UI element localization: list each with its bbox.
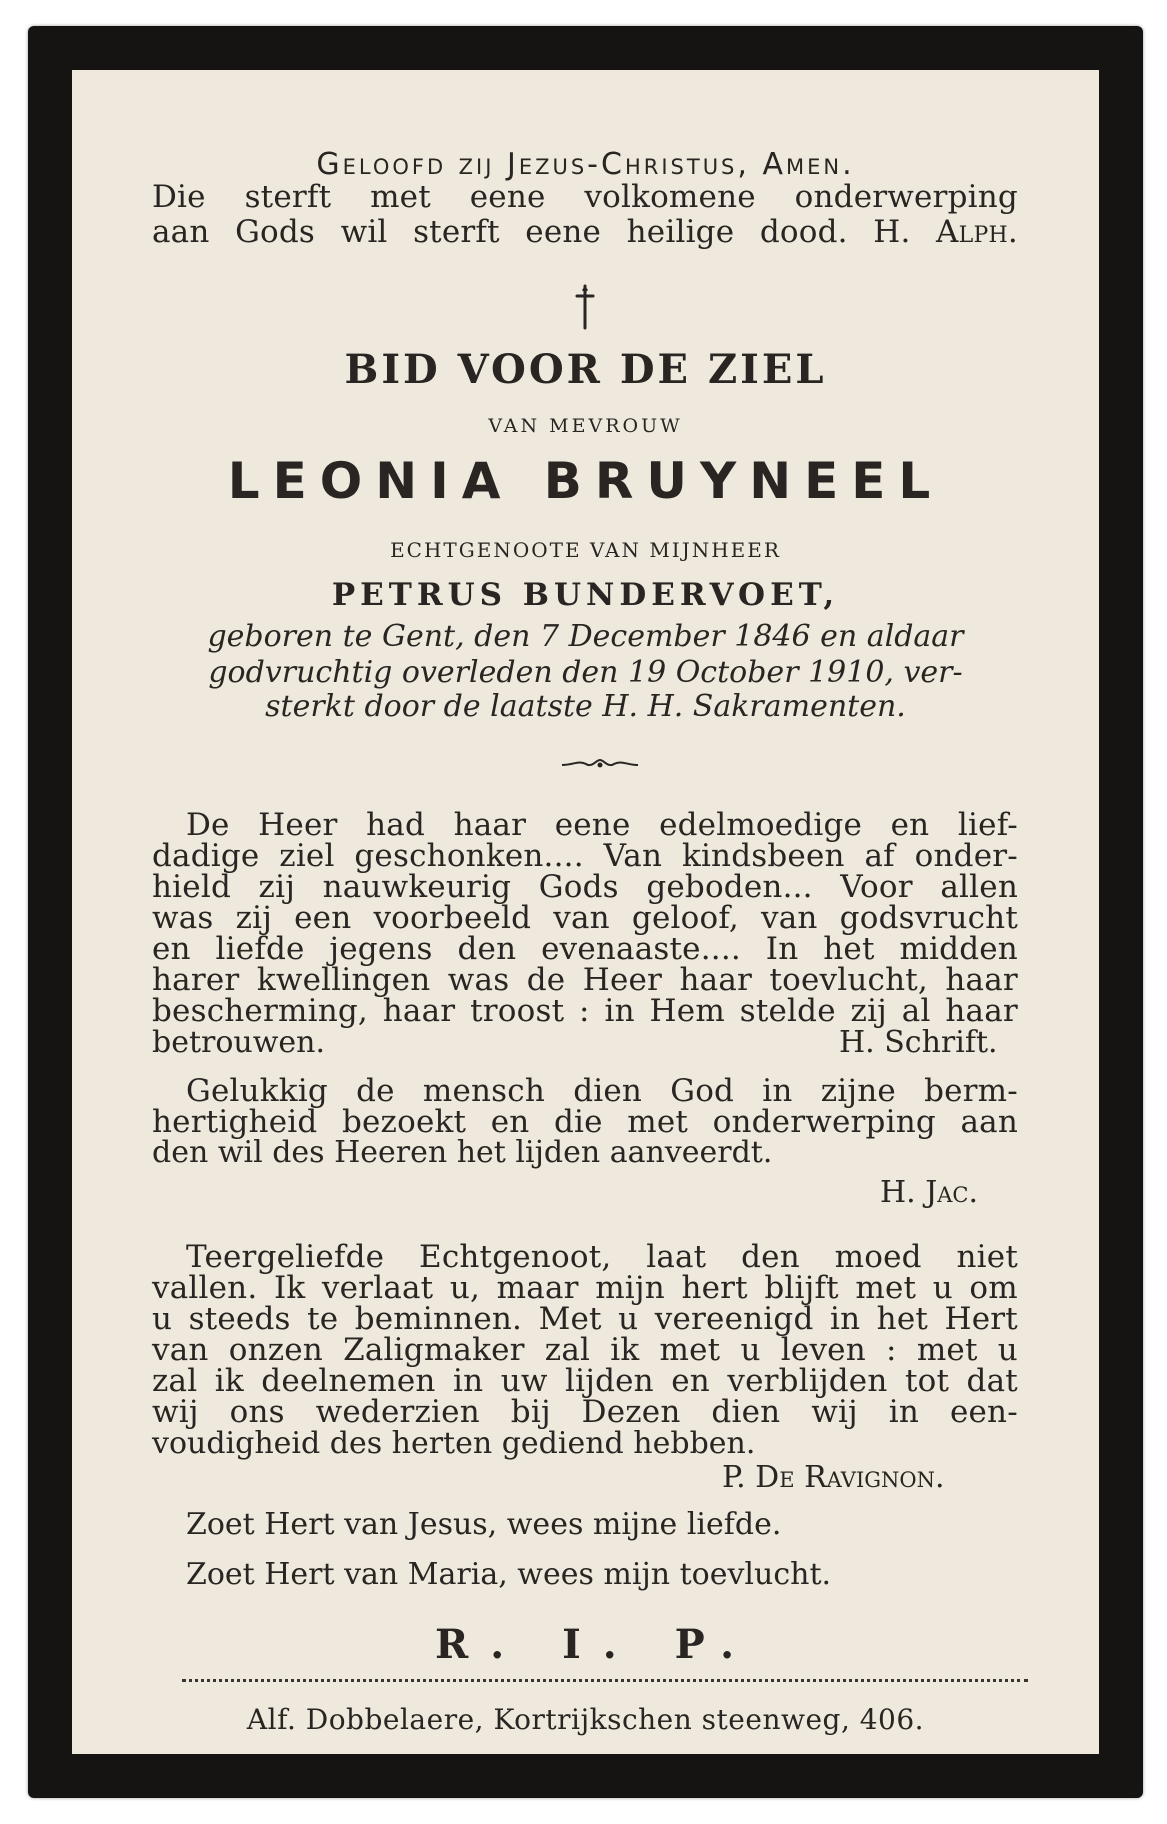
word: zij <box>235 900 273 936</box>
word: aan <box>960 1104 1018 1140</box>
word: dadige <box>152 838 260 874</box>
justified-row <box>152 900 1018 936</box>
word: voorbeeld <box>373 900 532 936</box>
word: van <box>761 900 818 936</box>
word: zal <box>544 1332 591 1368</box>
word: troost <box>470 993 565 1029</box>
dotted-divider <box>182 1679 1028 1682</box>
word: af <box>864 838 895 874</box>
justified-row <box>152 1332 1018 1368</box>
word: Echtgenoot, <box>419 1239 612 1275</box>
paragraph-1-attribution: H. Schrift. <box>839 1025 998 1060</box>
word: kindsbeen <box>681 838 845 874</box>
word: wederzien <box>315 1394 480 1430</box>
word: De <box>186 807 230 843</box>
p1-line <box>152 931 1018 967</box>
header-quote-line-1 <box>152 179 1018 215</box>
word: verblijden <box>727 1363 888 1399</box>
p1-line <box>152 838 1018 874</box>
printer-line: Alf. Dobbelaere, Kortrijkschen steenweg, 406. <box>246 1703 925 1736</box>
word: wij <box>811 1394 858 1430</box>
justified-row <box>152 838 1018 874</box>
word: edelmoedige <box>659 807 863 843</box>
word: nauwkeurig <box>322 869 512 905</box>
word: Hert <box>944 1301 1018 1337</box>
word: in <box>453 1363 484 1399</box>
word: en <box>671 1363 710 1399</box>
word: zij <box>258 869 296 905</box>
justified-row <box>152 214 1018 250</box>
word: al <box>901 993 931 1029</box>
word: met <box>627 1104 689 1140</box>
word: jegens <box>329 931 433 967</box>
word: te <box>307 1301 339 1337</box>
word: mijn <box>595 1270 665 1306</box>
word: in <box>604 993 635 1029</box>
justified-row <box>152 1363 1018 1399</box>
p3-line <box>152 1332 1018 1368</box>
word: sterft <box>244 179 332 215</box>
word: bescherming, <box>152 993 368 1029</box>
header-quote-line-2 <box>152 214 1018 250</box>
prayer-line-2: Zoet Hert van Maria, wees mijn toevlucht. <box>186 1557 832 1592</box>
p1-line <box>152 993 1018 1029</box>
justified-row <box>186 1239 1018 1275</box>
word: Zaligmaker <box>343 1332 525 1368</box>
word: laat <box>646 1239 707 1275</box>
word: eene <box>525 214 602 250</box>
p1-line <box>152 869 1018 905</box>
word: en <box>152 931 191 967</box>
word: was <box>152 900 214 936</box>
word: Gods <box>235 214 316 250</box>
husband-name: PETRUS BUNDERVOET, <box>331 577 840 613</box>
justified-row <box>152 1394 1018 1430</box>
p1-line <box>152 962 1018 998</box>
word: het <box>823 931 875 967</box>
word: Dezen <box>581 1394 681 1430</box>
word: blijft <box>764 1270 839 1306</box>
word: met <box>370 179 431 215</box>
word: onder- <box>914 838 1018 874</box>
word: een- <box>949 1394 1018 1430</box>
word: maar <box>496 1270 579 1306</box>
word: allen <box>940 869 1018 905</box>
word: deelnemen <box>261 1363 436 1399</box>
word: onderwerping <box>712 1104 936 1140</box>
ornament-divider-icon <box>560 756 640 772</box>
word: wil <box>340 214 388 250</box>
p1-line <box>152 900 1018 936</box>
justified-row <box>152 869 1018 905</box>
word: sterft <box>413 214 500 250</box>
word: uw <box>500 1363 548 1399</box>
word: haar <box>945 962 1018 998</box>
word: Alph. <box>936 214 1018 250</box>
word: beminnen. <box>354 1301 523 1337</box>
word: hertigheid <box>152 1104 318 1140</box>
paragraph-3-attribution: P. De Ravignon. <box>722 1460 945 1495</box>
word: hert <box>681 1270 748 1306</box>
word: een <box>294 900 352 936</box>
paragraph-3-last-line: voudigheid des herten gediend hebben. <box>152 1426 756 1461</box>
word: u <box>997 1332 1018 1368</box>
word: evenaaste.... <box>541 931 741 967</box>
word: onzen <box>228 1332 323 1368</box>
word: harer <box>152 962 240 998</box>
word: u <box>740 1332 761 1368</box>
word: ik <box>610 1332 640 1368</box>
word: Teergeliefde <box>186 1239 385 1275</box>
birth-line-1: geboren te Gent, den 7 December 1846 en aldaar <box>207 619 964 654</box>
paragraph-1-last-line: betrouwen. <box>152 1025 326 1060</box>
word: met <box>855 1270 917 1306</box>
word: moed <box>834 1239 922 1275</box>
memorial-card-border <box>28 26 1143 1798</box>
word: verlaat <box>321 1270 434 1306</box>
word: Heer <box>258 807 338 843</box>
word: dood. <box>759 214 848 250</box>
p3-line <box>152 1270 1018 1306</box>
birth-line-3: sterkt door de laatste H. H. Sakramenten. <box>265 689 906 724</box>
word: den <box>741 1239 800 1275</box>
word: toevlucht, <box>769 962 928 998</box>
word: u <box>618 1301 639 1337</box>
justified-row <box>152 931 1018 967</box>
word: zijne <box>820 1073 896 1109</box>
word: kwellingen <box>256 962 431 998</box>
word: ziel <box>279 838 335 874</box>
word: geboden... <box>646 869 813 905</box>
prayer-line-1: Zoet Hert van Jesus, wees mijne liefde. <box>186 1507 782 1542</box>
p3-line <box>186 1239 1018 1275</box>
word: in <box>762 1073 793 1109</box>
word: die <box>553 1104 603 1140</box>
word: niet <box>956 1239 1018 1275</box>
word: tot <box>904 1363 950 1399</box>
word: dat <box>966 1363 1018 1399</box>
word: berm- <box>924 1073 1018 1109</box>
paragraph-2-last-line: den wil des Heeren het lijden aanveerdt. <box>152 1135 773 1170</box>
justified-row <box>186 1073 1018 1109</box>
justified-row <box>152 1301 1018 1337</box>
word: godsvrucht <box>839 900 1018 936</box>
word: u <box>152 1301 173 1337</box>
van-mevrouw: VAN MEVROUW <box>488 415 683 437</box>
word: u <box>932 1270 953 1306</box>
p3-line <box>152 1301 1018 1337</box>
word: van <box>152 1332 209 1368</box>
justified-row <box>152 993 1018 1029</box>
word: het <box>876 1301 929 1337</box>
echtgenoote-label: ECHTGENOOTE VAN MIJNHEER <box>390 538 781 562</box>
word: eene <box>469 179 546 215</box>
paragraph-2-attribution: H. Jac. <box>880 1175 979 1210</box>
word: Heer <box>582 962 663 998</box>
word: : <box>886 1332 897 1368</box>
word: H. <box>873 214 911 250</box>
word: en <box>890 807 930 843</box>
word: geschonken.... <box>354 838 584 874</box>
word: in <box>888 1394 920 1430</box>
word: Voor <box>840 869 913 905</box>
word: God <box>670 1073 735 1109</box>
word: in <box>829 1301 861 1337</box>
word: de <box>356 1073 395 1109</box>
word: steeds <box>188 1301 291 1337</box>
word: wij <box>152 1394 199 1430</box>
p2-line <box>186 1073 1018 1109</box>
word: volkomene <box>584 179 756 215</box>
word: Gelukkig <box>186 1073 328 1109</box>
memorial-card-panel <box>72 70 1099 1754</box>
word: geloof, <box>631 900 739 936</box>
word: stelde <box>739 993 836 1029</box>
word: vereenigd <box>654 1301 814 1337</box>
bid-voor-de-ziel: BID VOOR DE ZIEL <box>344 346 827 393</box>
word: ik <box>214 1363 244 1399</box>
word: eene <box>554 807 631 843</box>
justified-row <box>152 1270 1018 1306</box>
cross-icon <box>572 284 598 330</box>
word: lijden <box>565 1363 654 1399</box>
word: ons <box>229 1394 285 1430</box>
word: onderwerping <box>794 179 1018 215</box>
word: zal <box>152 1363 198 1399</box>
word: Gods <box>538 869 619 905</box>
p3-line <box>152 1394 1018 1430</box>
word: Ik <box>273 1270 306 1306</box>
header-title: Geloofd zij Jezus-Christus, Amen. <box>316 147 855 182</box>
word: midden <box>899 931 1018 967</box>
word: de <box>526 962 566 998</box>
deceased-name: LEONIA BRUYNEEL <box>227 452 944 510</box>
word: In <box>765 931 799 967</box>
word: Hem <box>649 993 725 1029</box>
word: van <box>553 900 610 936</box>
justified-row <box>152 1104 1018 1140</box>
word: haar <box>453 807 527 843</box>
justified-row <box>152 179 1018 215</box>
word: zij <box>850 993 887 1029</box>
word: met <box>916 1332 978 1368</box>
word: dien <box>711 1394 781 1430</box>
word: bezoekt <box>341 1104 467 1140</box>
word: en <box>490 1104 530 1140</box>
word: liefde <box>215 931 305 967</box>
word: Met <box>538 1301 602 1337</box>
word: mensch <box>422 1073 546 1109</box>
word: vallen. <box>152 1270 258 1306</box>
word: hield <box>152 869 231 905</box>
word: aan <box>152 214 210 250</box>
rip: R. I. P. <box>434 1621 757 1668</box>
word: haar <box>679 962 753 998</box>
word: was <box>447 962 510 998</box>
justified-row <box>152 962 1018 998</box>
word: had <box>366 807 425 843</box>
word: met <box>659 1332 721 1368</box>
p1-line <box>186 807 1018 843</box>
word: haar <box>945 993 1018 1029</box>
birth-line-2: godvruchtig overleden den 19 October 1910, ver- <box>208 655 963 690</box>
justified-row <box>186 807 1018 843</box>
word: heilige <box>626 214 735 250</box>
word: u, <box>449 1270 481 1306</box>
word: Die <box>152 179 206 215</box>
p3-line <box>152 1363 1018 1399</box>
word: leven <box>780 1332 866 1368</box>
p2-line <box>152 1104 1018 1140</box>
word: dien <box>573 1073 643 1109</box>
word: haar <box>382 993 456 1029</box>
word: den <box>457 931 517 967</box>
word: : <box>579 993 590 1029</box>
word: om <box>969 1270 1018 1306</box>
word: lief- <box>957 807 1018 843</box>
word: bij <box>510 1394 551 1430</box>
word: Van <box>603 838 663 874</box>
